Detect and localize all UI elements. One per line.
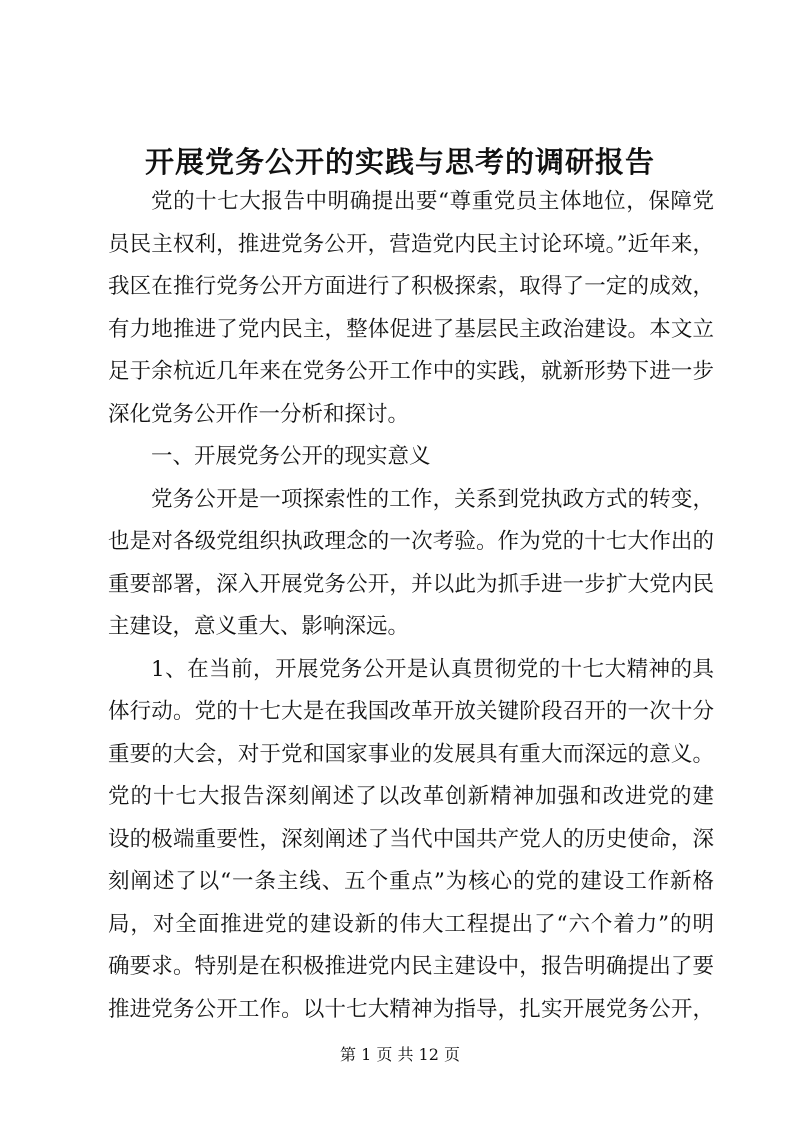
document-title: 开展党务公开的实践与思考的调研报告 bbox=[144, 145, 655, 179]
text-line: 局，对全面推进党的建设新的伟大工程提出了“六个着力”的明 bbox=[108, 911, 714, 937]
text-line: 重要的大会，对于党和国家事业的发展具有重大而深远的意义。 bbox=[108, 741, 714, 767]
text-line: 我区在推行党务公开方面进行了积极探索，取得了一定的成效， bbox=[108, 274, 714, 299]
text-line: 也是对各级党组织执政理念的一次考验。作为党的十七大作出的 bbox=[108, 529, 714, 554]
text-line: 体行动。党的十七大是在我国改革开放关键阶段召开的一次十分 bbox=[108, 699, 714, 724]
text-line: 重要部署，深入开展党务公开，并以此为抓手进一步扩大党内民 bbox=[108, 571, 714, 597]
text-line: 设的极端重要性，深刻阐述了当代中国共产党人的历史使命，深 bbox=[108, 826, 714, 852]
text-line: 确要求。特别是在积极推进党内民主建设中，报告明确提出了要 bbox=[108, 954, 714, 979]
text-line: 深化党务公开作一分析和探讨。 bbox=[108, 401, 410, 427]
document-body bbox=[108, 181, 714, 1031]
text-line: 员民主权利，推进党务公开，营造党内民主讨论环境。”近年来， bbox=[108, 231, 714, 257]
text-line: 1、在当前，开展党务公开是认真贯彻党的十七大精神的具 bbox=[151, 656, 714, 682]
text-line: 党务公开是一项探索性的工作，关系到党执政方式的转变， bbox=[151, 486, 714, 512]
page-footer: 第 1 页 共 12 页 bbox=[340, 1045, 460, 1064]
text-line: 一、开展党务公开的现实意义 bbox=[151, 444, 431, 469]
text-line: 主建设，意义重大、影响深远。 bbox=[108, 614, 410, 639]
text-line: 足于余杭近几年来在党务公开工作中的实践，就新形势下进一步 bbox=[108, 359, 714, 384]
text-line: 刻阐述了以“一条主线、五个重点”为核心的党的建设工作新格 bbox=[108, 869, 714, 894]
text-line: 党的十七大报告深刻阐述了以改革创新精神加强和改进党的建 bbox=[108, 784, 714, 809]
text-line: 推进党务公开工作。以十七大精神为指导，扎实开展党务公开， bbox=[108, 996, 714, 1022]
text-line: 党的十七大报告中明确提出要“尊重党员主体地位，保障党 bbox=[151, 189, 714, 214]
text-line: 有力地推进了党内民主，整体促进了基层民主政治建设。本文立 bbox=[108, 316, 714, 342]
